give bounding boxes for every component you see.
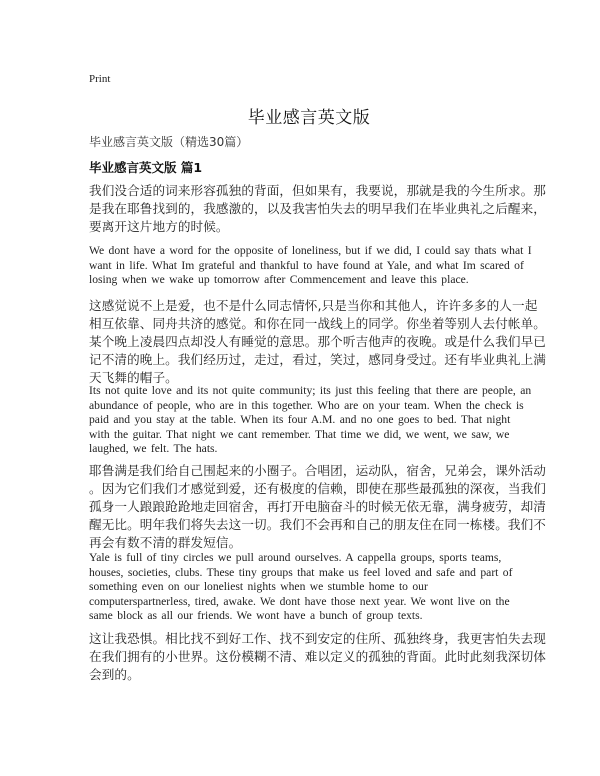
paragraph-line: something even on our loneliest nights when we stumble home to our (89, 580, 428, 593)
paragraph-line: 记不清的晚上。我们经历过，走过，看过，笑过，感同身受过。还有毕业典礼上满 (89, 352, 546, 367)
paragraph-line: computerspartnerless, tired, awake. We dont have those next year. We wont live on the (89, 594, 510, 608)
paragraph-zh-1 (89, 182, 546, 236)
paragraph-line: 再会有数不清的群发短信。 (89, 535, 242, 550)
paragraph-line: same block as all our friends. We wont have a bunch of group texts. (89, 609, 423, 622)
section-heading: 毕业感言英文版 篇1 (89, 160, 203, 175)
document-subtitle: 毕业感言英文版（精选30篇） (89, 135, 249, 149)
paragraph-line: 我们没合适的词来形容孤独的背面，但如果有，我要说，那就是我的今生所求。那 (89, 183, 546, 198)
paragraph-line: losing when we wake up tomorrow after Commencement and leave this place. (89, 273, 469, 286)
paragraph-line: 某个晚上凌晨四点却没人有睡觉的意思。那个听吉他声的夜晚。或是什么我们早已 (89, 334, 546, 349)
paragraph-line: We dont have a word for the opposite of loneliness, but if we did, I could say thats what I (89, 244, 532, 257)
paragraph-en-1 (89, 244, 532, 288)
paragraph-line: Its not quite love and its not quite community; its just this feeling that there are people, an (89, 384, 532, 397)
paragraph-line: 天飞舞的帽子。 (89, 370, 178, 385)
paragraph-zh-2 (89, 297, 546, 387)
paragraph-en-2 (89, 384, 532, 457)
paragraph-line: with the guitar. That night we cant remember. That time we did, we went, we saw, we (89, 427, 510, 441)
paragraph-line: 这让我恐惧。相比找不到好工作、找不到安定的住所、孤独终身，我更害怕失去现 (89, 631, 546, 646)
paragraph-zh-3 (89, 462, 546, 552)
paragraph-line: 醒无比。明年我们将失去这一切。我们不会再和自己的朋友住在同一栋楼。我们不 (89, 517, 546, 532)
paragraph-line: 在我们拥有的小世界。这份模糊不清、难以定义的孤独的背面。此时此刻我深切体 (89, 649, 546, 664)
paragraph-line: abundance of people, who are in this together. Who are on your team. When the check is (89, 398, 524, 412)
paragraph-line: want in life. What Im grateful and thankful to have found at Yale, and what Im scared of (89, 258, 524, 272)
paragraph-line: 相互依靠、同舟共济的感觉。和你在同一战线上的同学。你坐着等别人去付帐单。 (89, 316, 546, 331)
print-label: Print (89, 73, 111, 85)
paragraph-line: laughed, we felt. The hats. (89, 442, 218, 455)
paragraph-line: 是我在耶鲁找到的，我感激的，以及我害怕失去的明早我们在毕业典礼之后醒来， (89, 201, 546, 216)
paragraph-line: 这感觉说不上是爱，也不是什么同志情怀,只是当你和其他人，许许多多的人一起 (89, 298, 538, 313)
document-title: 毕业感言英文版 (247, 108, 371, 128)
paragraph-line: 要离开这片地方的时候。 (89, 219, 229, 234)
paragraph-line: 耶鲁满是我们给自己围起来的小圈子。合唱团，运动队，宿舍，兄弟会，课外活动 (89, 463, 546, 478)
paragraph-en-3 (89, 551, 529, 624)
paragraph-zh-4 (89, 630, 546, 684)
paragraph-line: houses, societies, clubs. These tiny groups that make us feel loved and safe and part of (89, 565, 513, 579)
paragraph-line: Yale is full of tiny circles we pull around ourselves. A cappella groups, sports teams, (89, 551, 502, 564)
paragraph-line: 会到的。 (89, 667, 140, 682)
paragraph-line: paid and you stay at the table. When its four A.M. and no one goes to bed. That night (89, 413, 511, 426)
paragraph-line: 孤身一人踉踉跄跄地走回宿舍，再打开电脑奋斗的时候无依无靠，满身疲劳，却清 (89, 499, 546, 514)
paragraph-line: 。因为它们我们才感觉到爱，还有极度的信赖，即使在那些最孤独的深夜，当我们 (89, 481, 546, 496)
